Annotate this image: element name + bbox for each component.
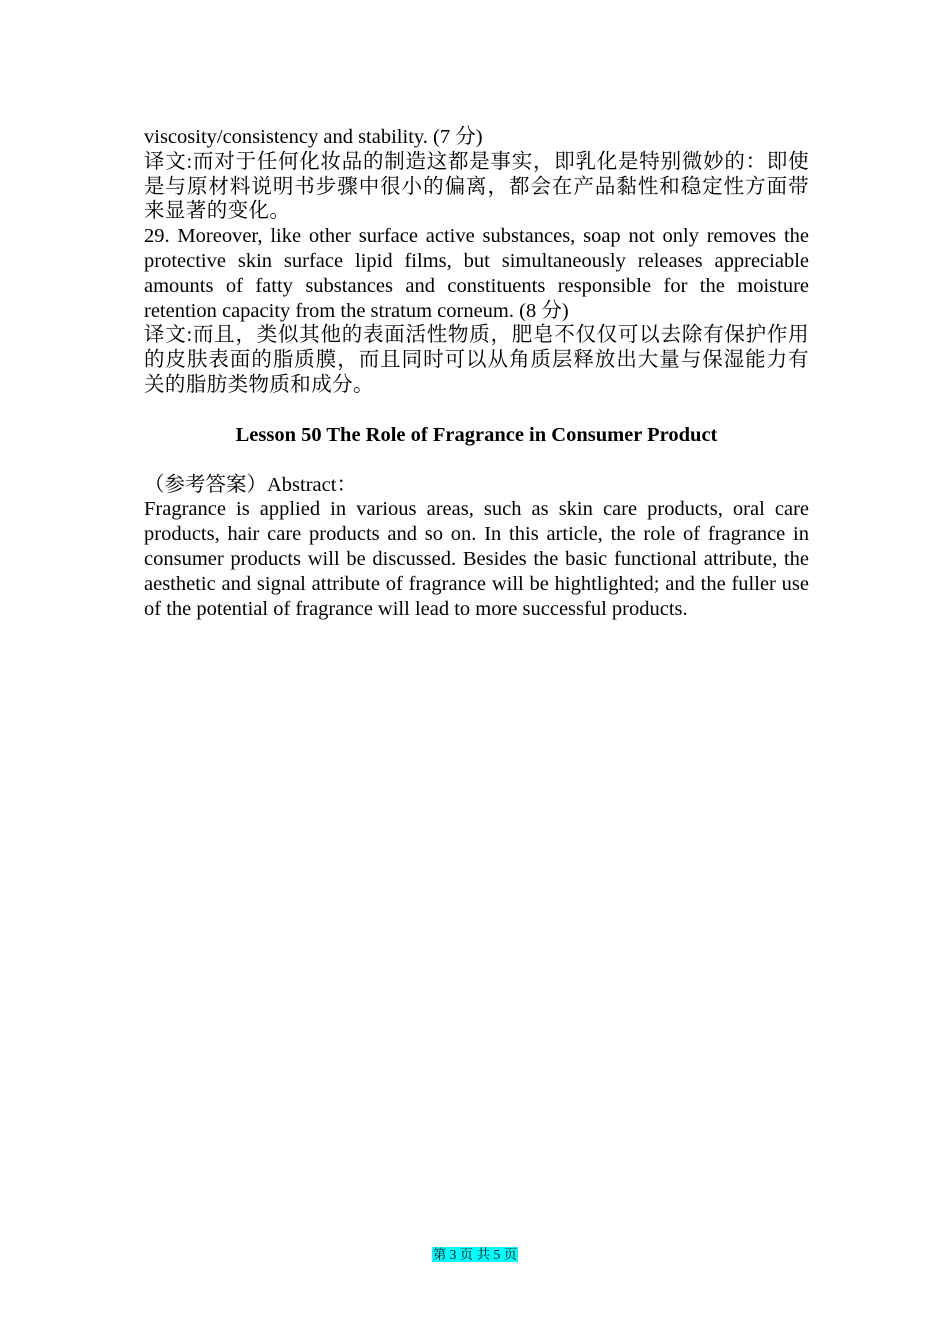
lesson-title: Lesson 50 The Role of Fragrance in Consumer Product [235,423,718,446]
abstract-label: （参考答案）Abstract： [144,473,357,496]
page-number: 第 3 页 共 5 页 [432,1247,518,1262]
q29-translation: 译文:而且，类似其他的表面活性物质，肥皂不仅仅可以去除有保护作用的皮肤表面的脂质膜，而且同时可以从角质层释放出大量与保湿能力有关的脂肪类物质和成分。 [144,324,809,396]
q28-tail: viscosity/consistency and stability. (7 分) [144,126,483,148]
abstract-text: Fragrance is applied in various areas, such as skin care products, oral care products, hair care products and so on. In this article, the role of fragrance in consumer products will be discussed. Besides the basic functional attribute, the aesthetic and signal attribute of fragrance will be hightlighted; and the fuller use of the potential of fragrance will lead to more successful products. [144,498,809,620]
page-body [144,125,809,621]
q29-text: 29. Moreover, like other surface active substances, soap not only removes the protective skin surface lipid films, but simultaneously releases appreciable amounts of fatty substances and constituents responsible for the moisture retention capacity from the stratum corneum. (8 分) [144,225,809,322]
page-footer [0,1247,950,1263]
q28-translation: 译文:而对于任何化妆品的制造这都是事实，即乳化是特别微妙的：即使是与原材料说明书步骤中很小的偏离，都会在产品黏性和稳定性方面带来显著的变化。 [144,150,809,223]
